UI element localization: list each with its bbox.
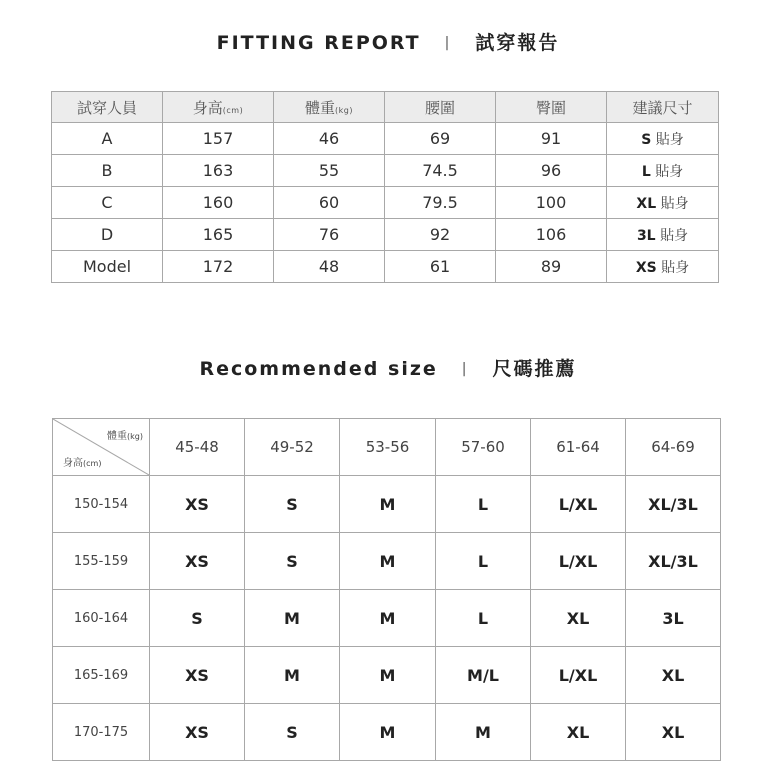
recommended-size-title-en: Recommended size [199,358,438,380]
size-cell: 3L [626,590,721,647]
table-row [53,647,721,704]
height-range-header: 155-159 [53,533,150,590]
cell-weight: 46 [274,123,385,155]
size-cell: S [150,590,245,647]
header-cell: 腰圍 [385,92,496,123]
size-cell: S [245,476,340,533]
cell-hip: 106 [496,219,607,251]
height-range-header: 160-164 [53,590,150,647]
size-cell: XL [531,704,626,761]
cell-weight: 48 [274,251,385,283]
size-cell: L [436,476,531,533]
table-row [52,123,719,155]
size-cell: L [436,590,531,647]
height-range-header: 170-175 [53,704,150,761]
size-cell: M/L [436,647,531,704]
size-cell: XL [626,704,721,761]
cell-hip: 89 [496,251,607,283]
cell-hip: 91 [496,123,607,155]
cell-recommended-size: 3L 貼身 [607,219,719,251]
fitting-report-header-row [52,92,719,123]
table-row [53,590,721,647]
weight-range-header: 64-69 [626,419,721,476]
size-cell: L/XL [531,647,626,704]
table-row [52,251,719,283]
fitting-report-title [0,28,776,55]
cell-person: A [52,123,163,155]
height-range-header: 165-169 [53,647,150,704]
recommended-size-title [0,354,776,381]
size-cell: M [340,590,436,647]
cell-waist: 79.5 [385,187,496,219]
size-cell: S [245,533,340,590]
title-separator: | [461,361,469,377]
header-cell: 建議尺寸 [607,92,719,123]
size-cell: XS [150,647,245,704]
cell-height: 165 [163,219,274,251]
cell-person: D [52,219,163,251]
header-cell: 體重(kg) [274,92,385,123]
cell-hip: 96 [496,155,607,187]
cell-waist: 74.5 [385,155,496,187]
recommended-size-title-zh: 尺碼推薦 [492,358,577,380]
recommended-size-header-row [53,419,721,476]
cell-recommended-size: XS 貼身 [607,251,719,283]
size-cell: L/XL [531,533,626,590]
cell-recommended-size: S 貼身 [607,123,719,155]
corner-weight-label: 體重(kg) [107,431,143,442]
corner-height-label: 身高(cm) [63,458,102,469]
cell-person: C [52,187,163,219]
cell-person: B [52,155,163,187]
header-cell: 試穿人員 [52,92,163,123]
size-cell: XL/3L [626,533,721,590]
size-cell: M [245,590,340,647]
corner-cell [53,419,150,476]
header-cell: 身高(cm) [163,92,274,123]
cell-weight: 60 [274,187,385,219]
cell-recommended-size: XL 貼身 [607,187,719,219]
size-cell: M [340,476,436,533]
cell-height: 160 [163,187,274,219]
size-cell: XS [150,704,245,761]
recommended-size-table [52,418,721,761]
cell-recommended-size: L 貼身 [607,155,719,187]
size-cell: L [436,533,531,590]
fitting-report-title-en: FITTING REPORT [216,32,421,54]
cell-waist: 92 [385,219,496,251]
fitting-report-table [51,91,719,283]
weight-range-header: 61-64 [531,419,626,476]
cell-height: 157 [163,123,274,155]
weight-range-header: 57-60 [436,419,531,476]
size-cell: M [340,533,436,590]
cell-weight: 55 [274,155,385,187]
table-row [52,187,719,219]
table-row [52,155,719,187]
size-cell: M [436,704,531,761]
cell-weight: 76 [274,219,385,251]
header-cell: 臀圍 [496,92,607,123]
size-cell: XS [150,533,245,590]
cell-waist: 61 [385,251,496,283]
size-cell: XL [531,590,626,647]
cell-person: Model [52,251,163,283]
cell-waist: 69 [385,123,496,155]
cell-height: 163 [163,155,274,187]
table-row [53,533,721,590]
weight-range-header: 45-48 [150,419,245,476]
size-cell: XL [626,647,721,704]
size-cell: L/XL [531,476,626,533]
weight-range-header: 49-52 [245,419,340,476]
size-cell: XS [150,476,245,533]
size-cell: M [245,647,340,704]
size-cell: XL/3L [626,476,721,533]
cell-height: 172 [163,251,274,283]
size-cell: S [245,704,340,761]
table-row [53,476,721,533]
size-cell: M [340,704,436,761]
cell-hip: 100 [496,187,607,219]
title-separator: | [444,35,452,51]
table-row [52,219,719,251]
table-row [53,704,721,761]
weight-range-header: 53-56 [340,419,436,476]
fitting-report-title-zh: 試穿報告 [475,32,560,54]
height-range-header: 150-154 [53,476,150,533]
size-cell: M [340,647,436,704]
